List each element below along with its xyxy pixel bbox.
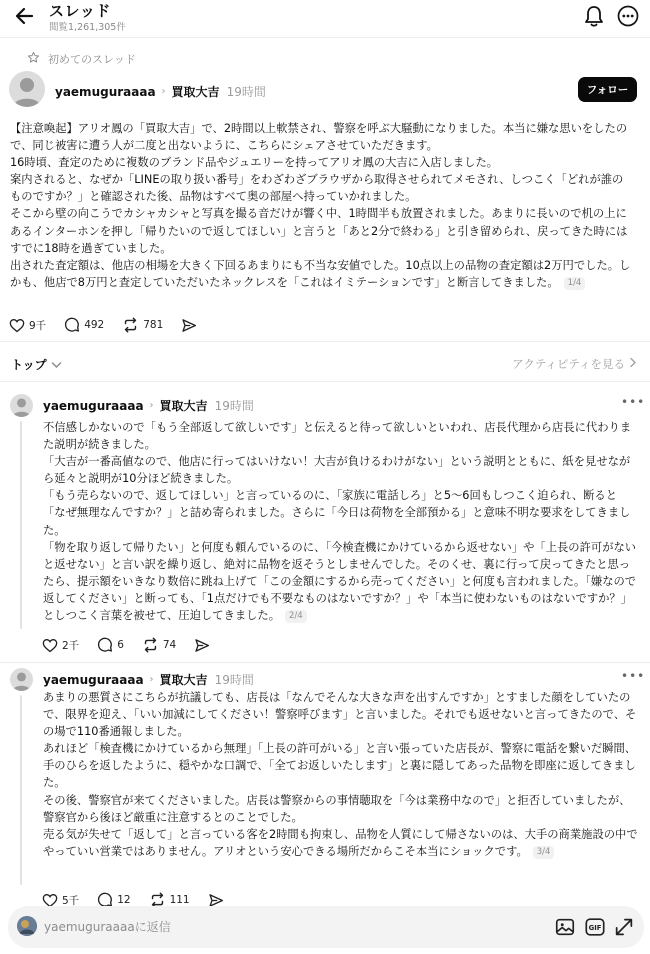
more-options-icon[interactable]: ••• (621, 395, 646, 409)
send-icon (181, 318, 197, 333)
comment-button[interactable] (97, 637, 124, 653)
shop-tag[interactable]: 買取大吉 (171, 85, 220, 99)
thread-line (20, 421, 22, 629)
divider (0, 662, 650, 663)
timestamp: 19時間 (226, 85, 266, 99)
more-circle-icon[interactable] (616, 4, 640, 28)
comment-icon (64, 317, 80, 333)
comment-icon (97, 637, 113, 653)
like-count: 2千 (62, 639, 80, 652)
comment-button[interactable] (64, 317, 104, 333)
comment-count: 492 (84, 319, 105, 331)
repost-count: 111 (169, 894, 190, 906)
first-thread-text: 初めてのスレッド (48, 53, 136, 66)
first-thread-label (27, 50, 136, 68)
reply-text: 不信感しかないので「もう全部返して欲しいです」と伝えると待って欲しいといわれ、店長代理から店長に代わりまた説明が続きました。 「大吉が一番高値なので、他店に行ってはいけない！大吉が負けるわけがない」という説明とともに、紙を見せながら延々と説明が10分ほど続きました。 「もう売らないので、返してほしい」と言っているのに、「家族に電話しろ」と5〜6回もしつこく迫られ、断ると「なぜ無理なんですか？」と詰め寄られました。さらに「今日は荷物を全部預かる」と意味不明な要求をしてきました。 「物を取り返して帰りたい」と何度も頼んでいるのに、「今検査機にかけているから返せない」や「上長の許可がないと返せない」と言い訳を繰り返し、絶対に品物を返そうとしませんでした。そのくせ、裏に行って戻ってきたと思ったら、提示額をいきなり数倍に跳ね上げて「この金額にするから売ってください」と何度も言われました。「嫌なので返してください」と断っても、「1点だけでも不要なものはないですか？」や「本当に使わないものはないですか？」としつこく言葉を被せて、圧迫してきました。 (43, 421, 637, 623)
reply-body (43, 689, 638, 860)
gif-label: GIF (588, 924, 602, 933)
chevron-right-icon: › (149, 674, 154, 685)
repost-count: 781 (143, 319, 164, 331)
bell-icon[interactable] (583, 4, 605, 28)
action-bar (42, 637, 210, 653)
comment-count: 6 (117, 639, 124, 651)
more-options-icon[interactable]: ••• (621, 669, 646, 683)
username[interactable]: yaemuguraaaa (43, 398, 144, 413)
timestamp: 19時間 (214, 673, 254, 687)
shop-tag[interactable]: 買取大吉 (159, 399, 208, 413)
repost-button[interactable] (122, 317, 163, 333)
repost-count: 74 (162, 639, 177, 651)
page-title: スレッド (49, 2, 111, 20)
shop-tag[interactable]: 買取大吉 (159, 673, 208, 687)
star-icon (27, 51, 40, 67)
view-activity-link[interactable] (512, 356, 637, 372)
like-count: 9千 (29, 319, 47, 332)
thread-line (20, 695, 22, 885)
chevron-right-icon: › (149, 400, 154, 411)
like-button[interactable] (9, 318, 46, 333)
like-count: 5千 (62, 894, 80, 907)
follow-button[interactable]: フォロー (578, 77, 637, 102)
back-arrow-icon[interactable] (10, 2, 40, 30)
chevron-right-icon: › (161, 86, 166, 97)
activity-label: アクティビティを見る (512, 357, 625, 371)
share-button[interactable] (194, 638, 210, 653)
post-meta (55, 83, 266, 100)
reply-body (43, 419, 638, 624)
repost-icon (142, 637, 159, 653)
timestamp: 19時間 (214, 399, 254, 413)
post-body (10, 120, 632, 291)
reply-composer (8, 906, 644, 948)
avatar[interactable] (10, 394, 33, 417)
view-count: 閲覧1,261,305件 (49, 22, 126, 33)
send-icon (194, 638, 210, 653)
heart-icon (42, 638, 58, 653)
reply-meta (43, 671, 254, 688)
chevron-right-icon (629, 357, 637, 371)
like-button[interactable] (42, 638, 79, 653)
reply-meta (43, 397, 254, 414)
image-icon[interactable] (554, 916, 576, 938)
chevron-down-icon (51, 358, 62, 372)
expand-icon[interactable] (613, 916, 635, 938)
action-bar (9, 317, 197, 333)
avatar[interactable] (10, 668, 33, 691)
page-indicator: 3/4 (533, 846, 555, 859)
top-bar (0, 0, 650, 38)
page-indicator: 2/4 (285, 610, 307, 623)
sort-label: トップ (11, 358, 47, 372)
comment-count: 12 (117, 894, 131, 906)
avatar (17, 916, 37, 936)
avatar[interactable] (9, 71, 45, 107)
reply-text: あまりの悪質さにこちらが抗議しても、店長は「なんでそんな大きな声を出すんですか」とすました顔をしていたので、限界を迎え、「いい加減にしてください！警察呼びます」と言いました。それでも返せないと言ってきたので、その場で110番通報しました。 あれほど「検査機にかけているから無理」「上長の許可がいる」と言い張っていた店長が、警察に電話を繋いだ瞬間、手のひらを返したように、穏やかな口調で、「全てお返しいたします」と裏に隠してあった品物を即座に返してきました。 その後、警察官が来てくださいました。店長は警察からの事情聴取を「今は業務中なので」と拒否していましたが、警察官から後ほど厳重に注意するとのことでした。 売る気が失せて「返して」と言っている客を2時間も拘束し、品物を人質にして帰さないのは、大手の商業施設の中でやっていい営業ではありません。アリオという安心できる場所だからこそ本当にショックです。 (43, 691, 638, 858)
sort-bar (0, 341, 650, 382)
post-text: 【注意喚起】アリオ鳳の「買取大吉」で、2時間以上軟禁され、警察を呼ぶ大騒動になりました。本当に嫌な思いをしたので、同じ被害に遭う人が二度と出ないように、こちらにシェアさせていただきます。 16時頃、査定のために複数のブランド品やジュエリーを持ってアリオ鳳の大吉に入店しました。 案内されると、なぜか「LINEの取り扱い番号」をわざわざブラウザから取得させられてメモされ、しつこく「どれが誰のものですか？」と確認された後、品物はすべて奥の部屋へ持っていかれました。 そこから壁の向こうでカシャカシャと写真を撮る音だけが響く中、1時間半も放置されました。あまりに長いので机の上にあるインターホンを押し「帰りたいので返してほしい」と言うと「あと2分で終わる」と引き留められ、戻ってきた時にはすでに18時を過ぎていました。 出された査定額は、他店の相場を大きく下回るあまりにも不当な安値でした。10点以上の品物の査定額は2万円でした。しかも、他店で8万円と査定していただいたネックレスを「これはイミテーションです」と断言してきました。 (10, 122, 631, 289)
share-button[interactable] (181, 318, 197, 333)
heart-icon (9, 318, 25, 333)
username[interactable]: yaemuguraaaa (55, 84, 156, 99)
sort-dropdown[interactable] (11, 356, 62, 373)
reply-input[interactable] (44, 918, 344, 936)
repost-icon (122, 317, 139, 333)
repost-button[interactable] (142, 637, 176, 653)
gif-icon[interactable] (584, 916, 606, 938)
username[interactable]: yaemuguraaaa (43, 672, 144, 687)
page-indicator: 1/4 (564, 277, 586, 290)
